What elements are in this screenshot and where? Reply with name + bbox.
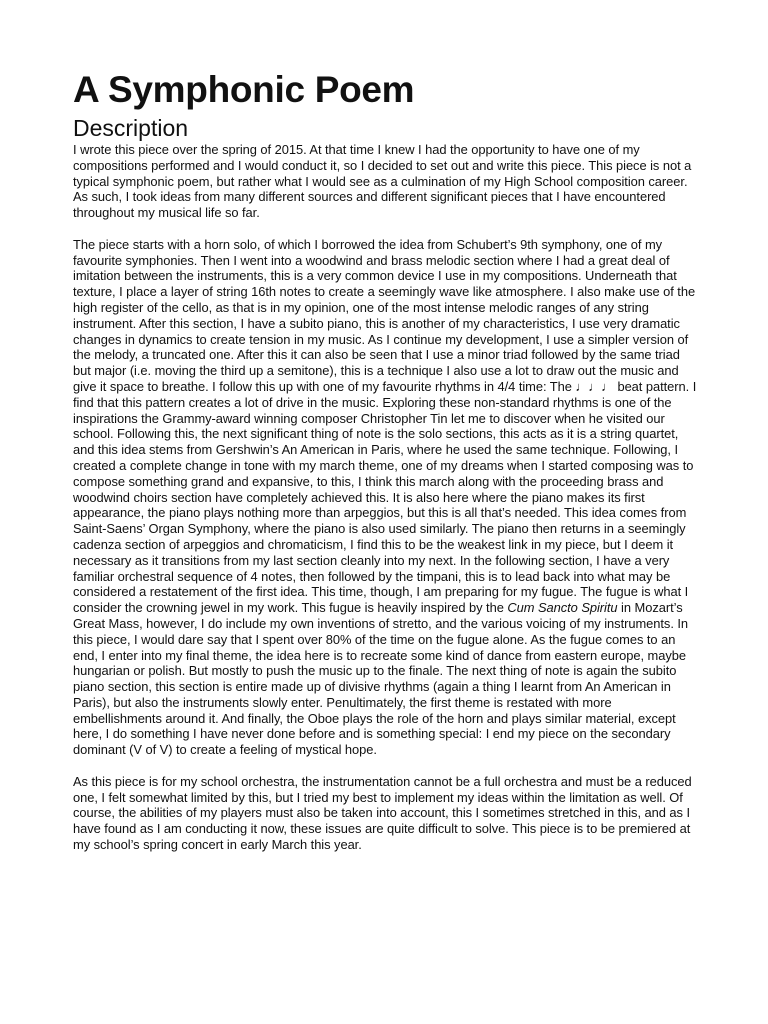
section-heading-description: Description xyxy=(73,115,189,141)
paragraph-analysis-text-2: in Mozart’s Great Mass, however, I do include my own inventions of stretto, and the various voicing of my instruments. In this piece, I would dare say that I spent over 80% of the time on the fugue alone. As the fugue comes to an end, I enter into my final theme, the idea here is to recreate some kind of dance from eastern europe, maybe hungarian or polish. But mostly to push the music up to the finale. The next thing of note is again the subito piano section, this section is entire made up of divisive rhythms (again a thing I learnt from An American in Paris), but also the instruments slowly enter. Penultimately, the first theme is restated with more embellishments around it. And finally, the Oboe plays the role of the horn and plays similar material, except here, I do something I have never done before and is something special: I end my piece on the secondary dominant (V of V) to create a feeling of mystical hope. xyxy=(73,600,689,758)
paragraph-instrumentation: As this piece is for my school orchestra, the instrumentation cannot be a full orchestra and must be a reduced one, I felt somewhat limited by this, but I tried my best to implement my ideas within the limitation as well. Of course, the abilities of my players must also be taken into account, this I sometimes stretched in this, and as I have found as I am conducting it now, these issues are quite difficult to solve. This piece is to be premiered at my school’s spring concert in early March this year. xyxy=(73,773,692,853)
paragraph-analysis-text-1: The piece starts with a horn solo, of which I borrowed the idea from Schubert’s 9th symphony, one of my favourite symphonies. Then I went into a woodwind and brass melodic section where I had a great deal of imitation between the instruments, this is a very common device I use in my compositions. Underneath that texture, I place a layer of string 16th notes to create a seemingly wave like atmosphere. I also make use of the high register of the cello, as that is in my opinion, one of the most intense melodic ranges of any string instrument. After this section, I have a subito piano, this is another of my characteristics, I use very dramatic changes in dynamics to create tension in my music. As I continue my development, I use a simpler version of the melody, a truncated one. After this it can also be seen that I use a minor triad followed by the same triad but major (i.e. moving the third up a semitone), this is a technique I also use a lot to draw out the music and give it space to breathe. I follow this up with one of my favourite rhythms in 4/4 time: The ♩♩♩ beat pattern. I find that this pattern creates a lot of drive in the music. Exploring these non-standard rhythms is one of the inspirations the Grammy-award winning composer Christopher Tin let me to discover when he visited our school. Following this, the next significant thing of note is the solo sections, this acts as it is a string quartet, and this idea stems from Gershwin’s An American in Paris, where he used the same technique. Following, I created a complete change in tone with my march theme, one of my dreams when I started composing was to compose something grand and expansive, to this, I think this march along with the proceeding brass and woodwind choirs section have completely achieved this. It is also here where the piano makes its first appearance, the piano plays nothing more than arpeggios, but this is all that’s needed. This idea comes from Saint-Saens’ Organ Symphony, where the piano is also used similarly. The piano then returns in a seemingly cadenza section of arpeggios and chromaticism, I find this to be the weakest link in my piece, but I deem it necessary as it transitions from my last section cleanly into my next. In the following section, I have a very familiar orchestral sequence of 4 notes, then followed by the timpani, this is to lead back into what may be considered a restatement of the first idea. This time, though, I am preparing for my fugue. The fugue is what I consider the crowning jewel in my work. This fugue is heavily inspired by the xyxy=(73,236,697,616)
paragraph-analysis xyxy=(73,237,698,758)
document-page xyxy=(73,68,698,869)
document-title: A Symphonic Poem xyxy=(73,69,415,110)
paragraph-analysis-italic-title: Cum Sancto Spiritu xyxy=(507,600,618,616)
paragraph-intro: I wrote this piece over the spring of 2015. At that time I knew I had the opportunity to have one of my compositions performed and I would conduct it, so I decided to set out and write this piece. This piece is not a typical symphonic poem, but rather what I would see as a culmination of my High School composition career. As such, I took ideas from many different sources and different significant pieces that I have encountered throughout my musical life so far. xyxy=(73,142,692,221)
